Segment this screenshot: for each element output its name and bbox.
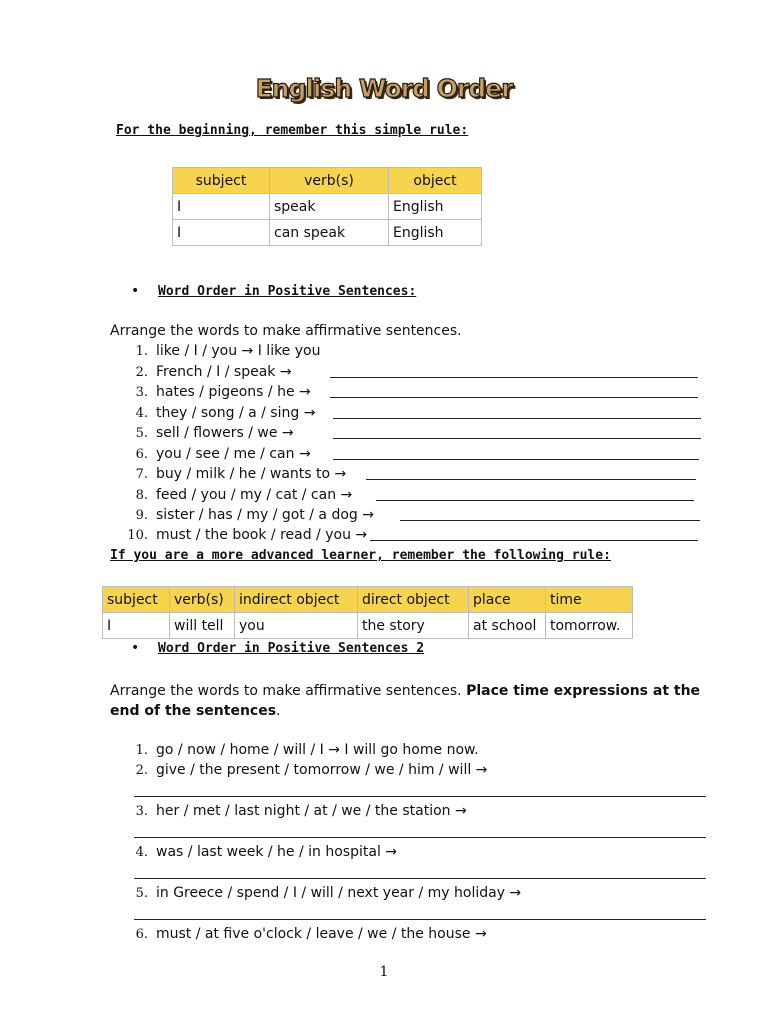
table-cell: I (103, 613, 170, 639)
table-cell: can speak (270, 220, 389, 246)
table-cell: the story (358, 613, 469, 639)
list-item: 6. you / see / me / can → (135, 446, 311, 462)
table-cell: English (389, 194, 482, 220)
section2-heading: Word Order in Positive Sentences 2 (158, 641, 425, 656)
table-cell: tomorrow. (546, 613, 633, 639)
list-item: 1. like / I / you → I like you (135, 343, 321, 359)
bullet-icon: • (131, 640, 140, 656)
table-cell: I (173, 220, 270, 246)
answer-line[interactable] (400, 520, 700, 521)
table-cell: you (235, 613, 358, 639)
answer-line[interactable] (333, 459, 699, 460)
section1-heading: Word Order in Positive Sentences: (158, 284, 417, 299)
list-item: 9. sister / has / my / got / a dog → (135, 507, 374, 523)
answer-line[interactable] (134, 919, 706, 920)
list-item: 7. buy / milk / he / wants to → (135, 466, 347, 482)
list-item: 1. go / now / home / will / I → I will go home now. (135, 742, 479, 758)
list-item: 4. they / song / a / sing → (135, 405, 316, 421)
table-cell: at school (469, 613, 546, 639)
answer-line[interactable] (134, 878, 706, 879)
list-item: 10. must / the book / read / you → (127, 527, 368, 543)
advanced-rule-table (102, 586, 633, 639)
answer-line[interactable] (134, 837, 706, 838)
table-cell: English (389, 220, 482, 246)
section2-instruction: Arrange the words to make affirmative sentences. Place time expressions at the end of the sentences. (110, 683, 701, 719)
list-item: 5. sell / flowers / we → (135, 425, 294, 441)
list-item: 8. feed / you / my / cat / can → (135, 487, 353, 503)
intro-heading: For the beginning, remember this simple rule: (116, 123, 469, 138)
list-item: 6. must / at five o'clock / leave / we / the house → (135, 926, 487, 942)
table2-header-time: time (546, 587, 633, 613)
page-title: English Word Order (255, 74, 513, 103)
list-item: 2. French / I / speak → (135, 364, 292, 380)
simple-rule-table (172, 167, 482, 246)
answer-line[interactable] (330, 377, 698, 378)
list-item: 5. in Greece / spend / I / will / next year / my holiday → (135, 885, 522, 901)
list-item: 4. was / last week / he / in hospital → (135, 844, 398, 860)
answer-line[interactable] (134, 796, 706, 797)
list-item: 3. her / met / last night / at / we / the station → (135, 803, 467, 819)
advanced-heading: If you are a more advanced learner, remember the following rule: (110, 548, 611, 563)
page-number: 1 (379, 964, 389, 980)
table2-header-indirect-object: indirect object (235, 587, 358, 613)
table1-header-verbs: verb(s) (270, 168, 389, 194)
table2-header-verbs: verb(s) (170, 587, 235, 613)
list-item: 3. hates / pigeons / he → (135, 384, 311, 400)
section1-instruction: Arrange the words to make affirmative sentences. (110, 323, 462, 339)
table-cell: speak (270, 194, 389, 220)
answer-line[interactable] (366, 479, 696, 480)
answer-line[interactable] (330, 397, 698, 398)
list-item: 2. give / the present / tomorrow / we / him / will → (135, 762, 488, 778)
answer-line[interactable] (333, 418, 701, 419)
table2-header-place: place (469, 587, 546, 613)
bullet-icon: • (131, 283, 140, 299)
table-cell: I (173, 194, 270, 220)
table2-header-subject: subject (103, 587, 170, 613)
table2-header-direct-object: direct object (358, 587, 469, 613)
table-cell: will tell (170, 613, 235, 639)
answer-line[interactable] (370, 540, 698, 541)
answer-line[interactable] (333, 438, 701, 439)
table1-header-object: object (389, 168, 482, 194)
table1-header-subject: subject (173, 168, 270, 194)
answer-line[interactable] (376, 500, 694, 501)
